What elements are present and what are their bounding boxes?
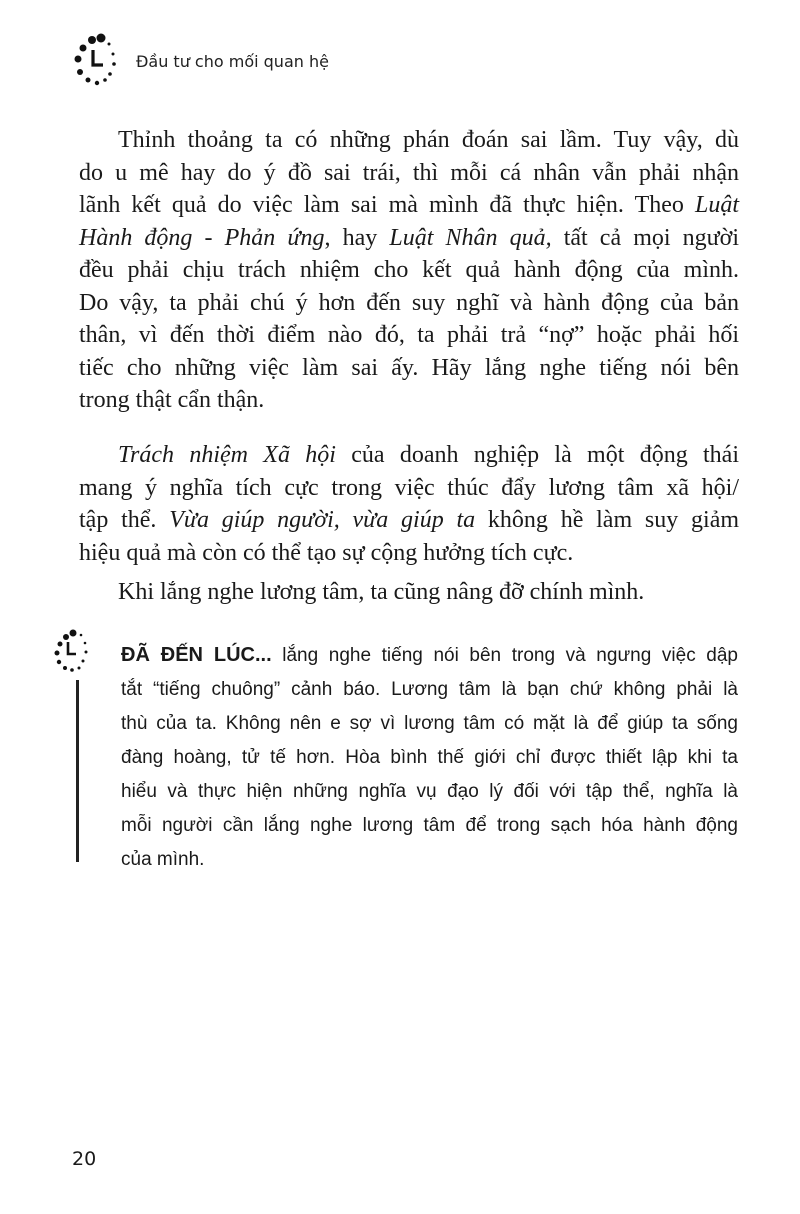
- text: Thỉnh thoảng ta có những phán đoán sai lầm. Tuy vậy, dù: [118, 127, 739, 153]
- text: không hề làm suy giảm: [475, 507, 740, 533]
- text: tất cả mọi người: [551, 224, 740, 251]
- page-number: 20: [72, 1148, 97, 1170]
- italic-text: Luật Nhân quả,: [389, 224, 552, 251]
- dotted-clock-L-icon: [52, 627, 112, 683]
- text-line: [79, 222, 739, 255]
- text: Khi lắng nghe lương tâm, ta cũng nâng đỡ chính mình.: [118, 579, 645, 605]
- text: Do vậy, ta phải chú ý hơn đến suy nghĩ và hành động của bản: [79, 289, 739, 316]
- italic-text: Luật: [694, 192, 739, 218]
- paragraph-3: [79, 576, 739, 609]
- italic-text: Trách nhiệm Xã hội: [118, 442, 336, 468]
- text-line: [79, 504, 739, 537]
- text: thân, vì đến thời điểm nào đó, ta phải trả “nợ” hoặc phải hối: [79, 322, 739, 348]
- text: lãnh kết quả do việc làm sai mà mình đã thực hiện. Theo: [79, 192, 695, 218]
- text-line: [79, 254, 739, 287]
- text-line: [79, 576, 739, 609]
- text: tiếc cho những việc làm sai ấy. Hãy lắng nghe tiếng nói bên: [79, 354, 739, 381]
- text: , hay: [324, 224, 390, 251]
- note-text: thù của ta. Không nên e sợ vì lương tâm có mặt là để giúp ta sống: [121, 713, 738, 734]
- text-line: [79, 157, 739, 190]
- text-line: [79, 287, 739, 320]
- paragraph-2: [79, 439, 739, 569]
- note-text: đàng hoàng, tử tế hơn. Hòa bình thế giới chỉ được thiết lập khi ta: [121, 747, 738, 768]
- text-line: [79, 352, 739, 385]
- dotted-clock-L-icon: [70, 30, 126, 90]
- text: do u mê hay do ý đồ sai trái, thì mỗi cá nhân vẫn phải nhận: [79, 159, 739, 186]
- italic-text: Hành động - Phản ứng: [79, 224, 325, 251]
- italic-text: Vừa giúp người, vừa giúp ta: [169, 507, 476, 533]
- text-line: [79, 439, 739, 472]
- text: của doanh nghiệp là một động thái: [335, 442, 739, 468]
- text: đều phải chịu trách nhiệm cho kết quả hành động của mình.: [79, 257, 739, 283]
- note-line: [121, 673, 738, 707]
- note-text: của mình.: [121, 849, 205, 870]
- note-line: [121, 741, 738, 775]
- note-text: tắt “tiếng chuông” cảnh báo. Lương tâm là bạn chứ không phải là: [121, 679, 738, 700]
- note-text: lắng nghe tiếng nói bên trong và ngưng việc dập: [271, 645, 738, 666]
- note-line: [121, 843, 738, 877]
- note-line: [121, 775, 738, 809]
- note-text: mỗi người cần lắng nghe lương tâm để trong sạch hóa hành động: [121, 815, 738, 836]
- note-box: [121, 638, 738, 877]
- note-line: [121, 707, 738, 741]
- note-line: [121, 638, 738, 673]
- text: tập thể.: [79, 507, 170, 533]
- text-line: [79, 537, 739, 570]
- paragraph-1: [79, 124, 739, 417]
- note-line: [121, 809, 738, 843]
- text-line: [79, 472, 739, 505]
- text: hiệu quả mà còn có thể tạo sự cộng hưởng tích cực.: [79, 539, 574, 566]
- note-text: hiểu và thực hiện những nghĩa vụ đạo lý đối với tập thể, nghĩa là: [121, 781, 738, 802]
- text-line: [79, 319, 739, 352]
- note-vertical-rule: [76, 680, 79, 862]
- text-line: [79, 384, 739, 417]
- running-header-title: Đầu tư cho mối quan hệ: [136, 52, 329, 71]
- text: trong thật cẩn thận.: [79, 387, 265, 413]
- text: mang ý nghĩa tích cực trong việc thúc đẩy lương tâm xã hội/: [79, 474, 739, 501]
- text-line: [79, 189, 739, 222]
- note-lead: ĐÃ ĐẾN LÚC...: [121, 644, 272, 666]
- text-line: [79, 124, 739, 157]
